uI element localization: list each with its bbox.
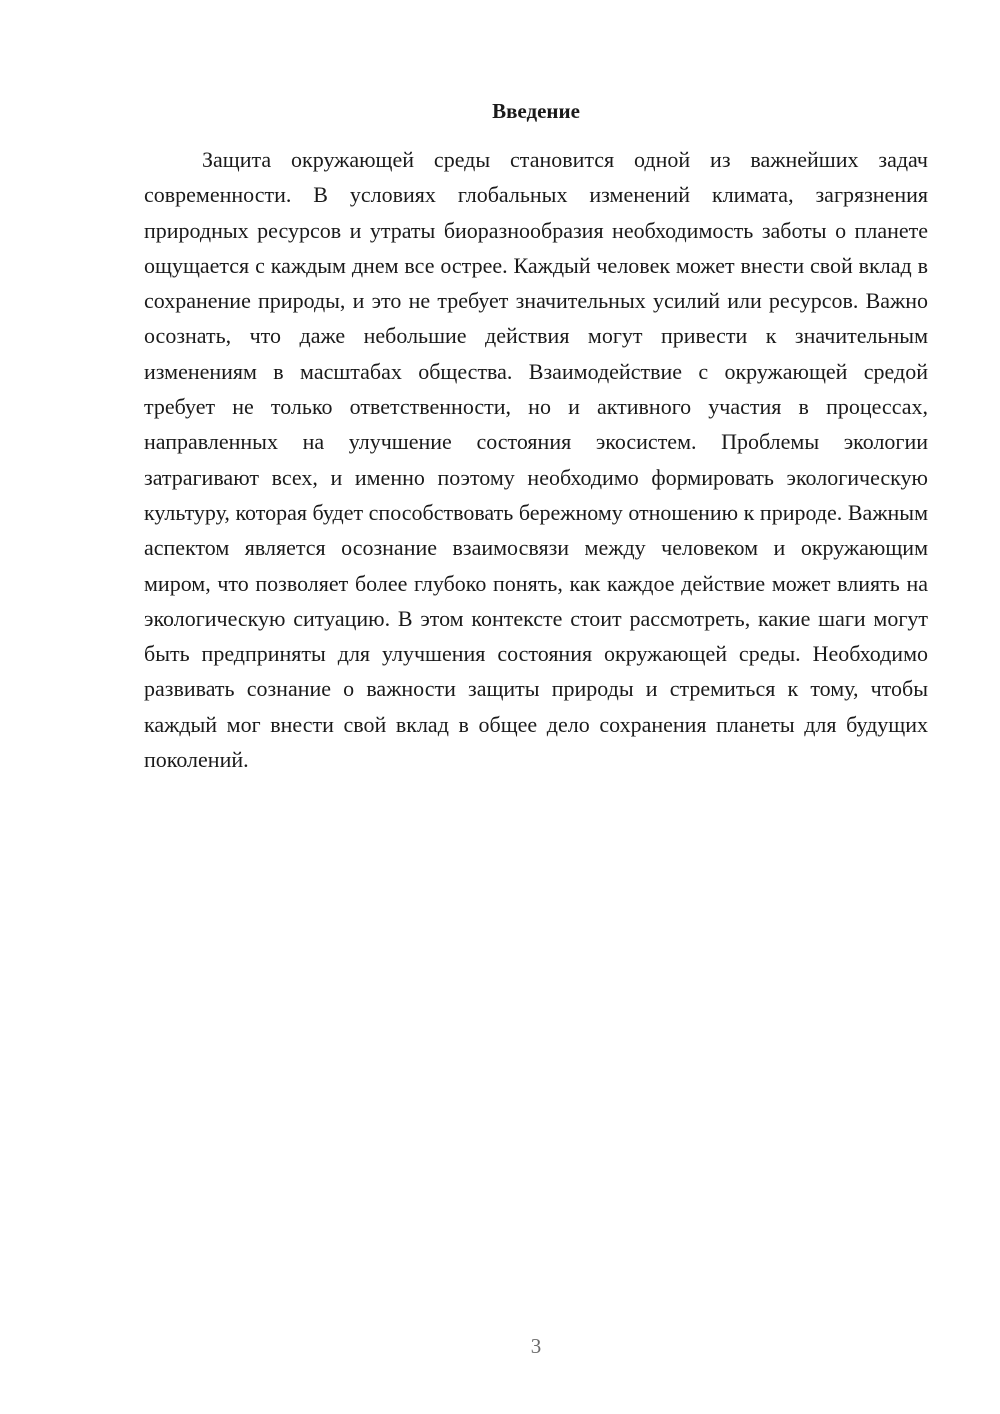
body-paragraph: Защита окружающей среды становится одной из важнейших задач современности. В условиях глобальных изменений климата, загрязнения природных ресурсов и утраты биоразнообразия необходимость заботы о планете ощущается с каждым днем все острее. Каждый человек может внести свой вклад в сохранение природы, и это не требует значительных усилий или ресурсов. Важно осознать, что даже небольшие действия могут привести к значительным изменениям в масштабах общества. Взаимодействие с окружающей средой требует не только ответственности, но и активного участия в процессах, направленных на улучшение состояния экосистем. Проблемы экологии затрагивают всех, и именно поэтому необходимо формировать экологическую культуру, которая будет способствовать бережному отношению к природе. Важным аспектом является осознание взаимосвязи между человеком и окружающим миром, что позволяет более глубоко понять, как каждое действие может влиять на экологическую ситуацию. В этом контексте стоит рассмотреть, какие шаги могут быть предприняты для улучшения состояния окружающей среды. Необходимо развивать сознание о важности защиты природы и стремиться к тому, чтобы каждый мог внести свой вклад в общее дело сохранения планеты для будущих поколений. xyxy=(144,147,928,773)
section-heading: Введение xyxy=(492,99,580,123)
page-number: 3 xyxy=(530,1334,542,1358)
